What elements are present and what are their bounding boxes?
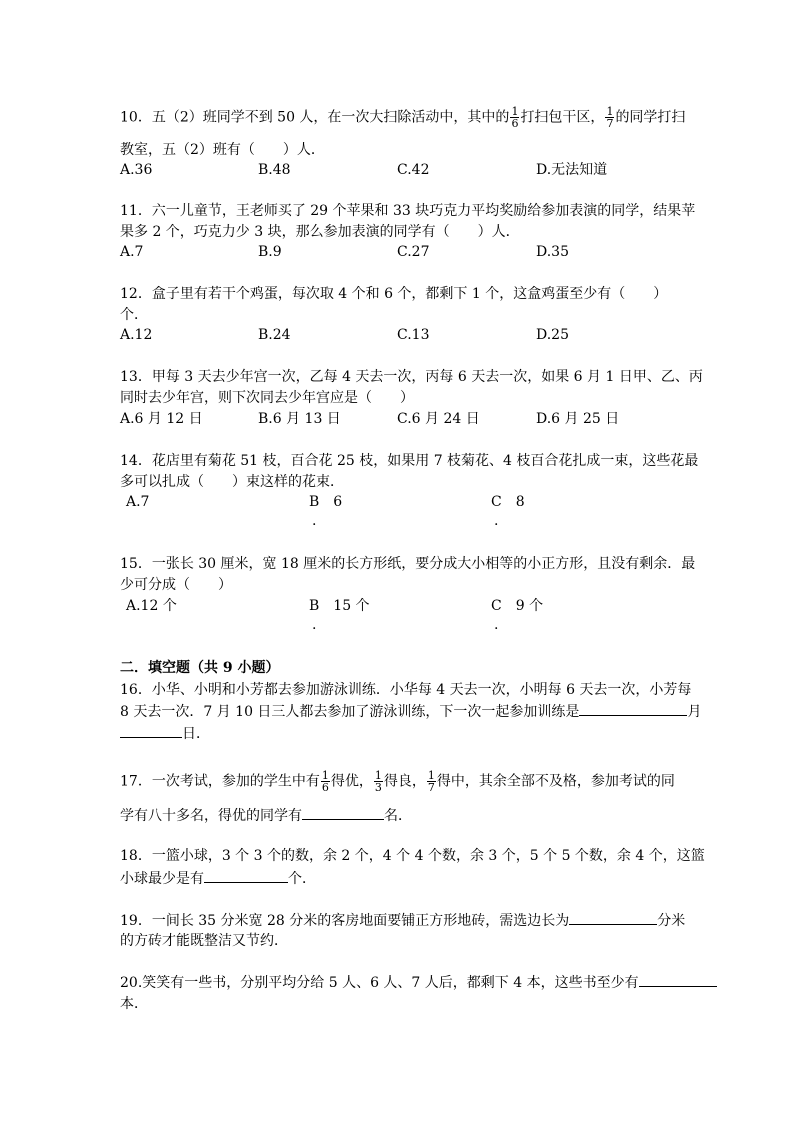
fraction-1-6: $\frac{1}{6}$ <box>321 769 329 794</box>
question-16-line1: 16．小华、小明和小芳都去参加游泳训练．小华每 4 天去一次，小明每 6 天去一次，小芳每 <box>120 682 692 698</box>
q19-answer-blank[interactable] <box>569 910 657 925</box>
q14-option-c: C 8 <box>491 494 525 510</box>
q17-text-b: 得优， <box>330 773 373 790</box>
q15-option-c: C 9 个 <box>491 598 544 614</box>
question-12-line1: 12．盒子里有若干个鸡蛋，每次取 4 个和 6 个，都剩下 1 个，这盒鸡蛋至少有（ ） <box>120 286 668 302</box>
q18-unit: 个． <box>288 871 316 887</box>
q12-option-d: D.25 <box>536 327 569 343</box>
q15-option-b-dot: . <box>312 617 317 633</box>
fraction-1-7: $\frac{1}{7}$ <box>427 769 435 794</box>
q14-option-a: A.7 <box>126 494 150 510</box>
q10-option-b: B.48 <box>258 162 291 178</box>
question-16-line3 <box>120 723 210 744</box>
q12-option-c: C.13 <box>397 327 430 343</box>
q13-option-b: B.6 月 13 日 <box>258 411 341 427</box>
q11-option-d: D.35 <box>536 244 569 260</box>
q11-option-b: B.9 <box>258 244 282 260</box>
question-15-line2: 少可分成（ ） <box>120 577 232 593</box>
question-20-line1 <box>120 972 717 993</box>
q17-answer-blank[interactable] <box>302 805 384 820</box>
q13-option-c: C.6 月 24 日 <box>397 411 480 427</box>
q17-unit: 名． <box>384 808 412 824</box>
question-19-line1 <box>120 910 685 931</box>
fraction-1-6: $\frac{1}{6}$ <box>511 105 519 130</box>
question-10-line1 <box>120 106 685 129</box>
q13-option-d: D.6 月 25 日 <box>536 411 620 427</box>
question-11-line1: 11．六一儿童节，王老师买了 29 个苹果和 33 块巧克力平均奖励给参加表演的同学，结果苹 <box>120 203 696 219</box>
q20-answer-blank[interactable] <box>639 972 717 987</box>
q16-text: 8 天去一次．7 月 10 日三人都去参加了游泳训练，下一次一起参加训练是 <box>120 704 580 720</box>
question-16-line2 <box>120 701 701 722</box>
q14-option-b: B 6 <box>309 494 343 510</box>
question-11-line2: 果多 2 个，巧克力少 3 块，那么参加表演的同学有（ ）人． <box>120 224 520 240</box>
q19-unit: 分米 <box>657 913 686 929</box>
q16-month-blank[interactable] <box>579 701 687 716</box>
question-15-line1: 15．一张长 30 厘米，宽 18 厘米的长方形纸，要分成大小相等的小正方形，且没有剩余．最 <box>120 556 696 572</box>
q17-text-d: 得中，其余全部不及格，参加考试的同 <box>436 773 675 790</box>
q16-month-label: 月 <box>687 704 702 720</box>
q15-option-b: B 15 个 <box>309 598 370 614</box>
question-14-line2: 多可以扎成（ ）束这样的花束． <box>120 474 344 490</box>
question-18-line1: 18．一篮小球，3 个 3 个的数，余 2 个，4 个 4 个数，余 3 个，5 个 5 个数，余 4 个，这篮 <box>120 848 705 864</box>
q18-text: 小球最少是有 <box>120 871 204 887</box>
q15-option-a: A.12 个 <box>126 598 177 614</box>
q14-option-b-dot: . <box>312 513 317 529</box>
question-10-line2: 教室，五（2）班有（ ）人． <box>120 142 325 158</box>
question-13-line1: 13．甲每 3 天去少年宫一次，乙每 4 天去一次，丙每 6 天去一次，如果 6 月 1 日甲、乙、丙 <box>120 369 703 385</box>
q17-text-e: 学有八十多名，得优的同学有 <box>120 808 302 824</box>
q17-text-c: 得良， <box>383 773 426 790</box>
q12-option-a: A.12 <box>120 327 153 343</box>
fraction-1-7: $\frac{1}{7}$ <box>606 105 614 130</box>
q19-text: 19．一间长 35 分米宽 28 分米的客房地面要铺正方形地砖，需选边长为 <box>120 913 570 929</box>
q11-option-a: A.7 <box>120 244 144 260</box>
q16-day-label: 日． <box>182 726 210 742</box>
fraction-1-3: $\frac{1}{3}$ <box>374 769 382 794</box>
question-14-line1: 14．花店里有菊花 51 枝，百合花 25 枝，如果用 7 枝菊花、4 枝百合花扎成一束，这些花最 <box>120 453 699 469</box>
question-20-line2: 本． <box>120 996 148 1012</box>
q10-option-c: C.42 <box>397 162 430 178</box>
question-12-line2: 个． <box>120 307 148 323</box>
q10-option-d: D.无法知道 <box>536 162 608 178</box>
q12-option-b: B.24 <box>258 327 291 343</box>
q14-option-c-dot: . <box>494 513 499 529</box>
q10-option-a: A.36 <box>120 162 153 178</box>
q15-option-c-dot: . <box>494 617 499 633</box>
question-17-line1 <box>120 770 675 793</box>
q16-day-blank[interactable] <box>120 723 182 738</box>
q18-answer-blank[interactable] <box>204 868 288 883</box>
question-13-line2: 同时去少年宫，则下次同去少年宫应是（ ） <box>120 390 414 406</box>
q17-text-a: 17．一次考试，参加的学生中有 <box>120 773 320 790</box>
question-18-line2 <box>120 868 316 889</box>
q11-option-c: C.27 <box>397 244 430 260</box>
q10-text-c: 的同学打扫 <box>615 109 686 126</box>
section-fill-in-heading: 二．填空题（共 9 小题） <box>120 660 280 676</box>
q20-text: 20.笑笑有一些书，分别平均分给 5 人、6 人、7 人后，都剩下 4 本，这些书至少有 <box>120 975 639 991</box>
question-17-line2 <box>120 805 412 826</box>
q13-option-a: A.6 月 12 日 <box>120 411 203 427</box>
question-19-line2: 的方砖才能既整洁又节约． <box>120 933 288 949</box>
q10-text-a: 10．五（2）班同学不到 50 人，在一次大扫除活动中，其中的 <box>120 109 510 126</box>
q10-text-b: 打扫包干区， <box>520 109 605 126</box>
